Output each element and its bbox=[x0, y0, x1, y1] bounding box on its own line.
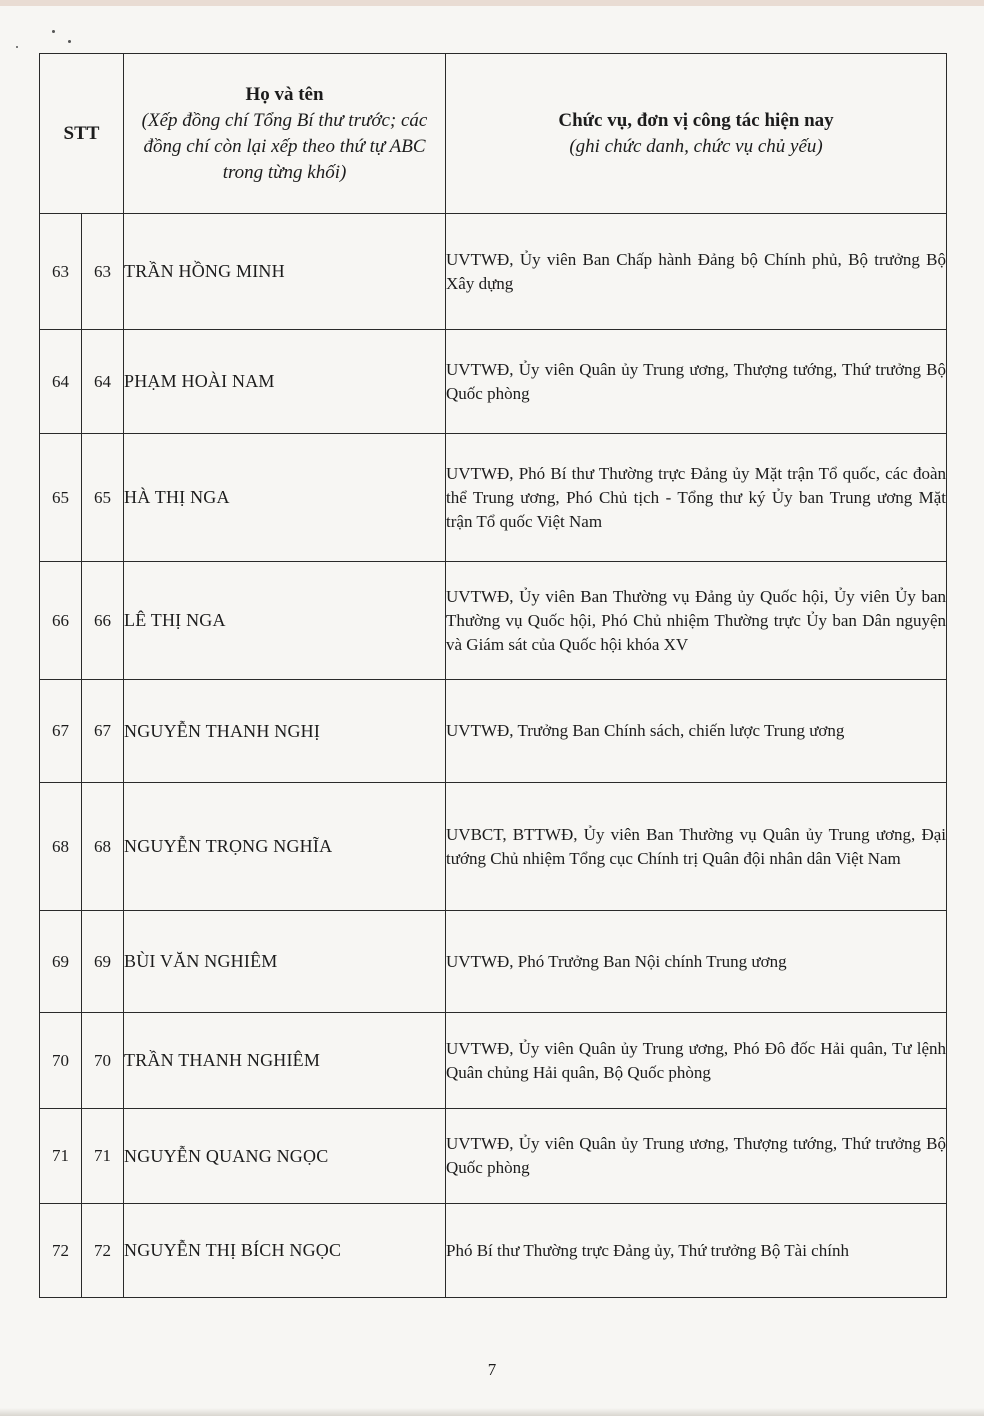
member-position: UVTWĐ, Trưởng Ban Chính sách, chiến lược Trung ương bbox=[446, 680, 947, 783]
member-position: UVTWĐ, Ủy viên Ban Chấp hành Đảng bộ Chính phủ, Bộ trưởng Bộ Xây dựng bbox=[446, 214, 947, 330]
member-name: NGUYỄN THANH NGHỊ bbox=[124, 680, 446, 783]
member-position: UVBCT, BTTWĐ, Ủy viên Ban Thường vụ Quân ủy Trung ương, Đại tướng Chủ nhiệm Tổng cục Chính trị Quân đội nhân dân Việt Nam bbox=[446, 783, 947, 911]
name-header-title: Họ và tên bbox=[245, 83, 324, 105]
row-order: 71 bbox=[82, 1109, 124, 1204]
row-order: 72 bbox=[82, 1204, 124, 1298]
table-row bbox=[40, 680, 947, 783]
row-stt: 65 bbox=[40, 434, 82, 562]
name-column-header bbox=[124, 54, 446, 214]
member-name: TRẦN THANH NGHIÊM bbox=[124, 1013, 446, 1109]
stt-header: STT bbox=[40, 54, 124, 214]
scan-speck bbox=[68, 40, 71, 43]
member-name: HÀ THỊ NGA bbox=[124, 434, 446, 562]
member-name: NGUYỄN TRỌNG NGHĨA bbox=[124, 783, 446, 911]
page-bottom-edge bbox=[0, 1408, 984, 1416]
table-row bbox=[40, 1013, 947, 1109]
member-name: NGUYỄN THỊ BÍCH NGỌC bbox=[124, 1204, 446, 1298]
table-row bbox=[40, 911, 947, 1013]
row-stt: 64 bbox=[40, 330, 82, 434]
table-row bbox=[40, 1109, 947, 1204]
member-position: Phó Bí thư Thường trực Đảng ủy, Thứ trưởng Bộ Tài chính bbox=[446, 1204, 947, 1298]
table-row bbox=[40, 330, 947, 434]
row-order: 68 bbox=[82, 783, 124, 911]
member-name: NGUYỄN QUANG NGỌC bbox=[124, 1109, 446, 1204]
scan-speck bbox=[52, 30, 55, 33]
member-name: BÙI VĂN NGHIÊM bbox=[124, 911, 446, 1013]
row-stt: 69 bbox=[40, 911, 82, 1013]
row-stt: 63 bbox=[40, 214, 82, 330]
row-order: 67 bbox=[82, 680, 124, 783]
page-number: 7 bbox=[487, 1360, 497, 1379]
table-row bbox=[40, 562, 947, 680]
member-name: PHẠM HOÀI NAM bbox=[124, 330, 446, 434]
row-order: 69 bbox=[82, 911, 124, 1013]
row-order: 65 bbox=[82, 434, 124, 562]
member-table bbox=[39, 53, 947, 1298]
row-order: 70 bbox=[82, 1013, 124, 1109]
table-row bbox=[40, 1204, 947, 1298]
row-stt: 67 bbox=[40, 680, 82, 783]
member-position: UVTWĐ, Phó Bí thư Thường trực Đảng ủy Mặt trận Tổ quốc, các đoàn thể Trung ương, Phó Chủ tịch - Tổng thư ký Ủy ban Trung ương Mặt trận Tổ quốc Việt Nam bbox=[446, 434, 947, 562]
row-stt: 70 bbox=[40, 1013, 82, 1109]
scan-speck bbox=[16, 46, 18, 48]
member-position: UVTWĐ, Ủy viên Quân ủy Trung ương, Phó Đô đốc Hải quân, Tư lệnh Quân chủng Hải quân, Bộ Quốc phòng bbox=[446, 1013, 947, 1109]
row-stt: 68 bbox=[40, 783, 82, 911]
member-position: UVTWĐ, Ủy viên Ban Thường vụ Đảng ủy Quốc hội, Ủy viên Ủy ban Thường vụ Quốc hội, Phó Chủ nhiệm Thường trực Ủy ban Dân nguyện và Giám sát của Quốc hội khóa XV bbox=[446, 562, 947, 680]
member-position: UVTWĐ, Phó Trưởng Ban Nội chính Trung ương bbox=[446, 911, 947, 1013]
member-name: LÊ THỊ NGA bbox=[124, 562, 446, 680]
table-row bbox=[40, 214, 947, 330]
member-name: TRẦN HỒNG MINH bbox=[124, 214, 446, 330]
position-header-note: (ghi chức danh, chức vụ chủ yếu) bbox=[569, 135, 823, 157]
row-stt: 66 bbox=[40, 562, 82, 680]
member-position: UVTWĐ, Ủy viên Quân ủy Trung ương, Thượng tướng, Thứ trưởng Bộ Quốc phòng bbox=[446, 1109, 947, 1204]
member-position: UVTWĐ, Ủy viên Quân ủy Trung ương, Thượng tướng, Thứ trưởng Bộ Quốc phòng bbox=[446, 330, 947, 434]
row-stt: 71 bbox=[40, 1109, 82, 1204]
position-column-header bbox=[446, 54, 947, 214]
table-row bbox=[40, 783, 947, 911]
position-header-title: Chức vụ, đơn vị công tác hiện nay bbox=[558, 109, 834, 131]
table-header-row bbox=[40, 54, 947, 214]
page-top-edge bbox=[0, 0, 984, 6]
row-stt: 72 bbox=[40, 1204, 82, 1298]
table-row bbox=[40, 434, 947, 562]
name-header-note: (Xếp đồng chí Tổng Bí thư trước; các đồng chí còn lại xếp theo thứ tự ABC trong từng khối) bbox=[141, 109, 428, 183]
row-order: 64 bbox=[82, 330, 124, 434]
row-order: 63 bbox=[82, 214, 124, 330]
row-order: 66 bbox=[82, 562, 124, 680]
